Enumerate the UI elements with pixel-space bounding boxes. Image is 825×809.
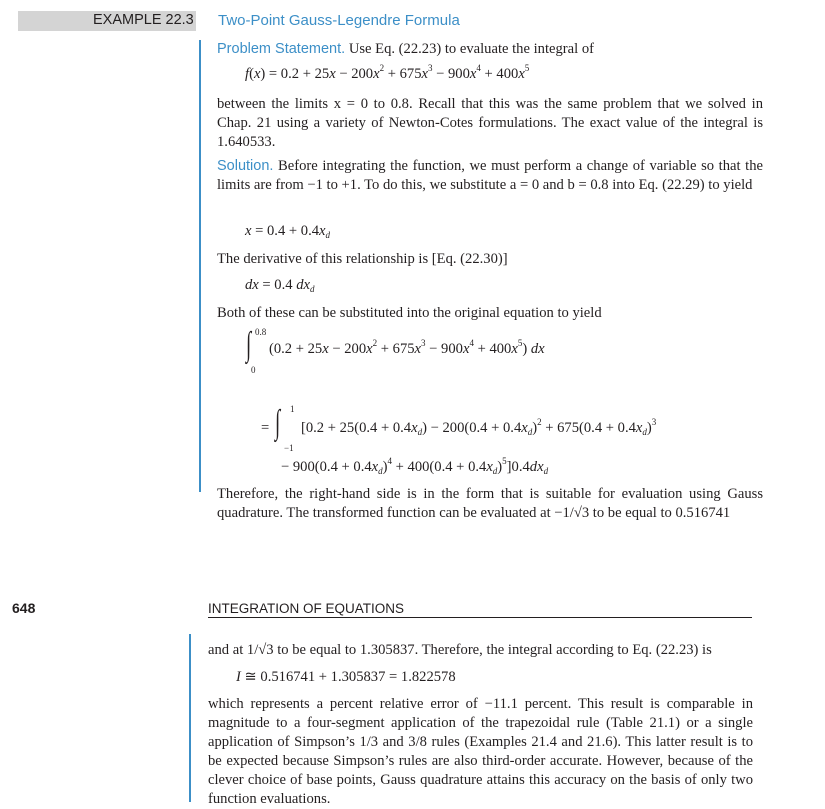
result-equation: I ≅ 0.516741 + 1.305837 = 1.822578 — [236, 669, 456, 685]
substitute-text: Both of these can be substituted into the original equation to yield — [217, 305, 602, 321]
solution-label: Solution. — [217, 158, 274, 174]
integral-transformed-line2: − $900(0.4 + 0.4x_d)^4 + 400(0.4 + 0.4x_d)^5]0.4dx_d$ — [281, 456, 549, 476]
equation-x: $x = 0.4 + 0.4x_d$ — [245, 223, 331, 240]
example-number: EXAMPLE 22.3 — [93, 12, 194, 28]
integral-upper-limit: 0.8 — [255, 327, 267, 337]
continuation-first-line: and at 1/√3 to be equal to 1.305837. Therefore, the integral according to Eq. (22.23) is — [208, 642, 712, 658]
derivative-text: The derivative of this relationship is [Eq. (22.30)] — [217, 251, 508, 267]
integral-sign: ∫ — [246, 326, 252, 363]
problem-statement — [217, 40, 763, 59]
problem-statement-label: Problem Statement. — [217, 41, 346, 57]
running-head: INTEGRATION OF EQUATIONS — [208, 601, 405, 616]
integral-transformed-upper-limit: 1 — [290, 404, 295, 414]
page-number: 648 — [12, 600, 36, 616]
integral-transformed-lower-limit: −1 — [284, 443, 294, 453]
solution-paragraph — [217, 157, 763, 195]
integral-transformed-line1: [$0.2 + 25(0.4 + 0.4x_d) - 200(0.4 + 0.4x_d)^2 + 675(0.4 + 0.4x_d)^3$ — [301, 417, 657, 437]
solution-text: Before integrating the function, we must perform a change of variable so that the limits are from −1 to +1. To do this, we substitute a = 0 and b = 0.8 into Eq. (22.29) to yield — [217, 158, 763, 193]
integral-lower-limit: 0 — [251, 365, 256, 375]
closing-paragraph: which represents a percent relative error of −11.1 percent. This result is comparable in magnitude to a four-segment application of the trapezoidal rule (Table 21.1) or a single application of Simpson’s 1/3 and 3/8 rules (Examples 21.4 and 21.6). This latter result is to be expected because Simpson’s rules are also third-order accurate. However, because of the clever choice of base points, Gauss quadrature attains this accuracy on the basis of only two function evaluations. — [208, 696, 753, 807]
equals-sign: = — [261, 420, 270, 436]
example-title: Two-Point Gauss-Legendre Formula — [218, 12, 460, 29]
limits-paragraph: between the limits x = 0 to 0.8. Recall that this was the same problem that we solved in Chap. 21 using a variety of Newton-Cotes formulations. The exact value of the integral is 1.640533. — [217, 96, 763, 150]
function-equation: $f(x) = 0.2 + 25x - 200x^2 + 675x^3 - 900x^4 + 400x^5$ — [245, 63, 530, 82]
continuation-side-bar — [189, 634, 191, 802]
integral-original: $(0.2 + 25x - 200x^2 + 675x^3 - 900x^4 + 400x^5)$ dx — [269, 338, 545, 357]
equation-dx: dx = 0.4 $dx_d$ — [245, 277, 315, 294]
therefore-paragraph: Therefore, the right-hand side is in the form that is suitable for evaluation using Gauss quadrature. The transformed function can be evaluated at −1/√3 to be equal to 0.516741 — [217, 486, 763, 521]
running-head-rule — [208, 617, 752, 618]
integral-sign-transformed: ∫ — [275, 404, 281, 441]
problem-statement-text: Use Eq. (22.23) to evaluate the integral of — [348, 41, 594, 57]
example-side-bar — [199, 40, 201, 492]
